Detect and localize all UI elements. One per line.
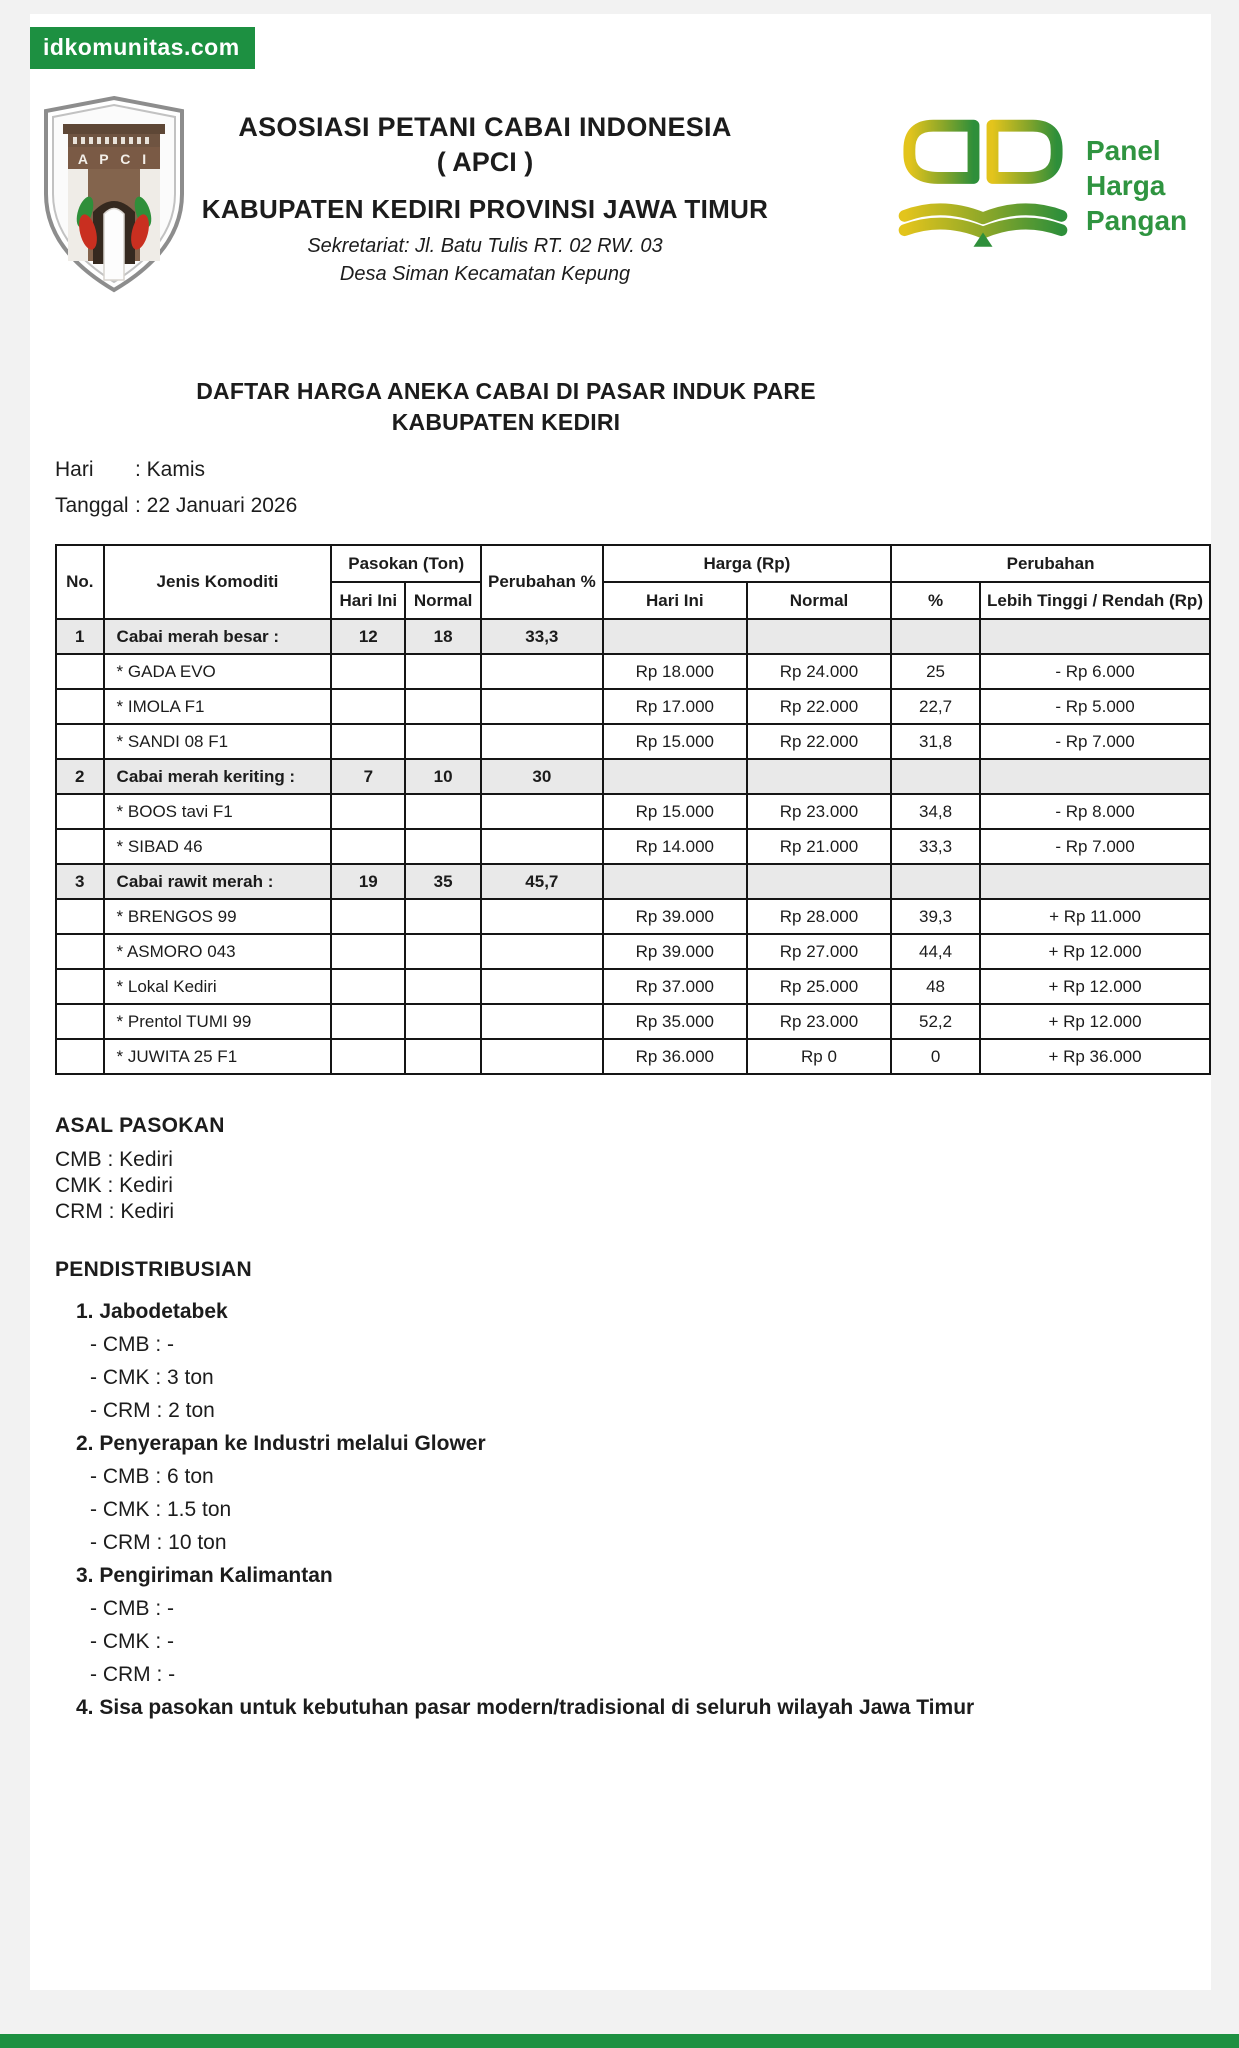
- cell-diff: [980, 864, 1210, 899]
- cell-perubahan-pct: [481, 829, 603, 864]
- document-title-line1: DAFTAR HARGA ANEKA CABAI DI PASAR INDUK PARE: [196, 378, 816, 404]
- cell-pct: [891, 759, 980, 794]
- apci-shield-logo: [38, 94, 190, 296]
- svg-text:A P C I: A P C I: [77, 151, 151, 167]
- cell-diff: [980, 759, 1210, 794]
- pendistribusian-sub-line: - CMB : -: [90, 1333, 174, 1356]
- pendistribusian-list: [55, 1295, 974, 1724]
- pendistribusian-item-title: 1. Jabodetabek: [76, 1300, 228, 1323]
- cell-no: 3: [56, 864, 104, 899]
- cell-pasokan-hari-ini: [331, 969, 405, 1004]
- cell-pasokan-hari-ini: [331, 654, 405, 689]
- cell-diff: - Rp 5.000: [980, 689, 1210, 724]
- cell-no: [56, 899, 104, 934]
- cell-pct: 33,3: [891, 829, 980, 864]
- meta-hari-value: : Kamis: [135, 458, 206, 481]
- cell-no: [56, 724, 104, 759]
- cell-harga-normal: Rp 21.000: [747, 829, 891, 864]
- cell-pct: 52,2: [891, 1004, 980, 1039]
- cell-komoditi: * ASMORO 043: [104, 934, 332, 969]
- cell-no: [56, 1039, 104, 1074]
- cell-harga-hari-ini: Rp 39.000: [603, 934, 747, 969]
- cell-pasokan-hari-ini: 19: [331, 864, 405, 899]
- cell-harga-hari-ini: Rp 37.000: [603, 969, 747, 1004]
- cell-pasokan-hari-ini: [331, 934, 405, 969]
- header-lebih-tinggi-rendah: Lebih Tinggi / Rendah (Rp): [980, 582, 1210, 619]
- table-row: [56, 829, 1210, 864]
- cell-pct: 22,7: [891, 689, 980, 724]
- table-row: [56, 934, 1210, 969]
- cell-pct: 0: [891, 1039, 980, 1074]
- cell-diff: - Rp 6.000: [980, 654, 1210, 689]
- panel-harga-pangan-wordmark: [1086, 133, 1187, 238]
- org-desa-line: Desa Siman Kecamatan Kepung: [339, 263, 631, 285]
- asal-pasokan-section: [55, 1114, 225, 1225]
- org-name-line2: ( APCI ): [436, 147, 534, 177]
- cell-pasokan-hari-ini: [331, 724, 405, 759]
- cell-pct: 44,4: [891, 934, 980, 969]
- logo-word-harga: Harga: [1086, 169, 1166, 201]
- header-jenis-komoditi: Jenis Komoditi: [104, 545, 332, 619]
- meta-tanggal: [55, 494, 297, 518]
- cell-harga-hari-ini: Rp 15.000: [603, 724, 747, 759]
- pendistribusian-sub-line: - CMK : 1.5 ton: [90, 1498, 232, 1521]
- header-no: No.: [56, 545, 104, 619]
- cell-perubahan-pct: [481, 654, 603, 689]
- cell-pasokan-hari-ini: [331, 899, 405, 934]
- cell-pasokan-normal: [405, 724, 481, 759]
- shield-emblem-icon: [38, 94, 190, 296]
- org-name-line1: ASOSIASI PETANI CABAI INDONESIA: [238, 112, 732, 142]
- cell-pasokan-normal: [405, 899, 481, 934]
- cell-harga-hari-ini: [603, 864, 747, 899]
- cell-perubahan-pct: [481, 969, 603, 1004]
- cell-perubahan-pct: [481, 794, 603, 829]
- cell-diff: + Rp 12.000: [980, 1004, 1210, 1039]
- cell-pct: [891, 619, 980, 654]
- cell-diff: + Rp 12.000: [980, 969, 1210, 1004]
- cell-pasokan-normal: [405, 1004, 481, 1039]
- bottom-green-bar: [0, 2034, 1239, 2048]
- cell-harga-normal: Rp 0: [747, 1039, 891, 1074]
- header-pasokan-group: Pasokan (Ton): [331, 545, 481, 582]
- meta-hari: [55, 458, 297, 482]
- header-harga-group: Harga (Rp): [603, 545, 891, 582]
- table-row: [56, 1039, 1210, 1074]
- logo-word-panel: Panel: [1086, 134, 1161, 166]
- table-row: [56, 794, 1210, 829]
- cell-perubahan-pct: [481, 1004, 603, 1039]
- table-row: [56, 759, 1210, 794]
- meta-hari-label: Hari: [55, 458, 94, 481]
- asal-pasokan-line: CRM : Kediri: [55, 1200, 175, 1223]
- cell-harga-normal: [747, 864, 891, 899]
- org-region-line: KABUPATEN KEDIRI PROVINSI JAWA TIMUR: [201, 194, 769, 224]
- pendistribusian-item-title: 4. Sisa pasokan untuk kebutuhan pasar modern/tradisional di seluruh wilayah Jawa Timur: [76, 1696, 975, 1719]
- cell-harga-hari-ini: Rp 36.000: [603, 1039, 747, 1074]
- cell-harga-normal: Rp 23.000: [747, 1004, 891, 1039]
- cell-pasokan-normal: [405, 689, 481, 724]
- pendistribusian-heading: PENDISTRIBUSIAN: [55, 1258, 253, 1281]
- cell-diff: + Rp 12.000: [980, 934, 1210, 969]
- cell-pct: 34,8: [891, 794, 980, 829]
- cell-komoditi: * SIBAD 46: [104, 829, 332, 864]
- cell-harga-hari-ini: Rp 35.000: [603, 1004, 747, 1039]
- cell-harga-normal: Rp 22.000: [747, 724, 891, 759]
- cell-no: [56, 934, 104, 969]
- cell-komoditi: * GADA EVO: [104, 654, 332, 689]
- cell-pasokan-normal: 35: [405, 864, 481, 899]
- meta-tanggal-label: Tanggal: [55, 494, 129, 517]
- org-header: [188, 110, 782, 288]
- cell-harga-hari-ini: [603, 619, 747, 654]
- cell-komoditi: * Lokal Kediri: [104, 969, 332, 1004]
- pendistribusian-section: [55, 1258, 974, 1724]
- org-sekretariat-line: Sekretariat: Jl. Batu Tulis RT. 02 RW. 03: [307, 235, 663, 257]
- cell-komoditi: * BRENGOS 99: [104, 899, 332, 934]
- cell-harga-normal: [747, 759, 891, 794]
- cell-harga-hari-ini: Rp 18.000: [603, 654, 747, 689]
- cell-perubahan-pct: [481, 934, 603, 969]
- table-row: [56, 899, 1210, 934]
- cell-harga-hari-ini: Rp 14.000: [603, 829, 747, 864]
- cell-diff: - Rp 7.000: [980, 829, 1210, 864]
- price-table-header: [56, 545, 1210, 619]
- cell-komoditi: * IMOLA F1: [104, 689, 332, 724]
- cell-pasokan-normal: [405, 1039, 481, 1074]
- table-body: [56, 619, 1210, 1074]
- cell-perubahan-pct: [481, 689, 603, 724]
- table-row: [56, 969, 1210, 1004]
- cell-perubahan-pct: [481, 724, 603, 759]
- cell-komoditi: * SANDI 08 F1: [104, 724, 332, 759]
- cell-pasokan-hari-ini: [331, 689, 405, 724]
- document-page: [30, 14, 1211, 1990]
- cell-pct: [891, 864, 980, 899]
- document-title: [30, 376, 982, 438]
- table-row: [56, 864, 1210, 899]
- cell-komoditi: * BOOS tavi F1: [104, 794, 332, 829]
- cell-pasokan-hari-ini: 7: [331, 759, 405, 794]
- table-row: [56, 1004, 1210, 1039]
- price-table: [55, 544, 1211, 1075]
- cell-perubahan-pct: [481, 899, 603, 934]
- cell-komoditi: Cabai merah besar :: [104, 619, 332, 654]
- cell-harga-hari-ini: Rp 15.000: [603, 794, 747, 829]
- cell-pct: 31,8: [891, 724, 980, 759]
- cell-perubahan-pct: 45,7: [481, 864, 603, 899]
- header-pct: %: [891, 582, 980, 619]
- panel-harga-pangan-logo: [888, 106, 1187, 264]
- cell-perubahan-pct: [481, 1039, 603, 1074]
- asal-pasokan-heading: ASAL PASOKAN: [55, 1114, 225, 1137]
- table-row: [56, 619, 1210, 654]
- table-row: [56, 689, 1210, 724]
- cell-no: [56, 689, 104, 724]
- cell-diff: [980, 619, 1210, 654]
- pendistribusian-sub-line: - CRM : -: [90, 1663, 176, 1686]
- document-title-line2: KABUPATEN KEDIRI: [391, 409, 621, 435]
- meta-tanggal-value: : 22 Januari 2026: [135, 494, 298, 517]
- pendistribusian-sub-line: - CMB : 6 ton: [90, 1465, 214, 1488]
- header-harga-normal: Normal: [747, 582, 891, 619]
- cell-harga-normal: Rp 25.000: [747, 969, 891, 1004]
- cell-no: [56, 654, 104, 689]
- cell-diff: - Rp 7.000: [980, 724, 1210, 759]
- cell-no: 2: [56, 759, 104, 794]
- cell-pasokan-normal: [405, 794, 481, 829]
- header-pasokan-hari-ini: Hari Ini: [331, 582, 405, 619]
- cell-pct: 39,3: [891, 899, 980, 934]
- cell-harga-normal: Rp 24.000: [747, 654, 891, 689]
- pendistribusian-sub-line: - CMK : -: [90, 1630, 174, 1653]
- cell-diff: + Rp 36.000: [980, 1039, 1210, 1074]
- cell-no: [56, 1004, 104, 1039]
- cell-pasokan-hari-ini: [331, 794, 405, 829]
- cell-no: [56, 794, 104, 829]
- cell-pasokan-normal: [405, 969, 481, 1004]
- book-leaf-icon: [888, 106, 1078, 264]
- cell-pasokan-normal: [405, 654, 481, 689]
- cell-komoditi: Cabai rawit merah :: [104, 864, 332, 899]
- cell-komoditi: Cabai merah keriting :: [104, 759, 332, 794]
- cell-perubahan-pct: 33,3: [481, 619, 603, 654]
- cell-no: [56, 829, 104, 864]
- cell-pasokan-hari-ini: [331, 1004, 405, 1039]
- cell-pasokan-hari-ini: [331, 829, 405, 864]
- cell-harga-hari-ini: [603, 759, 747, 794]
- header-perubahan-group: Perubahan: [891, 545, 1210, 582]
- asal-pasokan-line: CMK : Kediri: [55, 1174, 173, 1197]
- header-perubahan-pct: Perubahan %: [481, 545, 603, 619]
- cell-diff: + Rp 11.000: [980, 899, 1210, 934]
- pendistribusian-item-title: 3. Pengiriman Kalimantan: [76, 1564, 333, 1587]
- cell-pasokan-normal: 18: [405, 619, 481, 654]
- header-harga-hari-ini: Hari Ini: [603, 582, 747, 619]
- cell-no: 1: [56, 619, 104, 654]
- cell-pct: 25: [891, 654, 980, 689]
- asal-pasokan-lines: [55, 1147, 225, 1225]
- cell-harga-normal: Rp 22.000: [747, 689, 891, 724]
- cell-no: [56, 969, 104, 1004]
- cell-harga-hari-ini: Rp 39.000: [603, 899, 747, 934]
- cell-perubahan-pct: 30: [481, 759, 603, 794]
- pendistribusian-item-title: 2. Penyerapan ke Industri melalui Glower: [76, 1432, 486, 1455]
- cell-diff: - Rp 8.000: [980, 794, 1210, 829]
- watermark-badge: idkomunitas.com: [30, 27, 255, 69]
- header-pasokan-normal: Normal: [405, 582, 481, 619]
- cell-pct: 48: [891, 969, 980, 1004]
- cell-pasokan-hari-ini: 12: [331, 619, 405, 654]
- cell-harga-normal: Rp 23.000: [747, 794, 891, 829]
- document-meta: [55, 458, 297, 530]
- logo-word-pangan: Pangan: [1086, 204, 1188, 236]
- cell-pasokan-normal: [405, 829, 481, 864]
- cell-komoditi: * JUWITA 25 F1: [104, 1039, 332, 1074]
- table-row: [56, 724, 1210, 759]
- cell-harga-normal: Rp 27.000: [747, 934, 891, 969]
- asal-pasokan-line: CMB : Kediri: [55, 1148, 173, 1171]
- cell-harga-hari-ini: Rp 17.000: [603, 689, 747, 724]
- cell-harga-normal: Rp 28.000: [747, 899, 891, 934]
- cell-pasokan-normal: [405, 934, 481, 969]
- cell-pasokan-normal: 10: [405, 759, 481, 794]
- pendistribusian-sub-line: - CRM : 2 ton: [90, 1399, 215, 1422]
- pendistribusian-sub-line: - CRM : 10 ton: [90, 1531, 227, 1554]
- pendistribusian-sub-line: - CMK : 3 ton: [90, 1366, 214, 1389]
- cell-komoditi: * Prentol TUMI 99: [104, 1004, 332, 1039]
- pendistribusian-sub-line: - CMB : -: [90, 1597, 174, 1620]
- table-row: [56, 654, 1210, 689]
- cell-harga-normal: [747, 619, 891, 654]
- cell-pasokan-hari-ini: [331, 1039, 405, 1074]
